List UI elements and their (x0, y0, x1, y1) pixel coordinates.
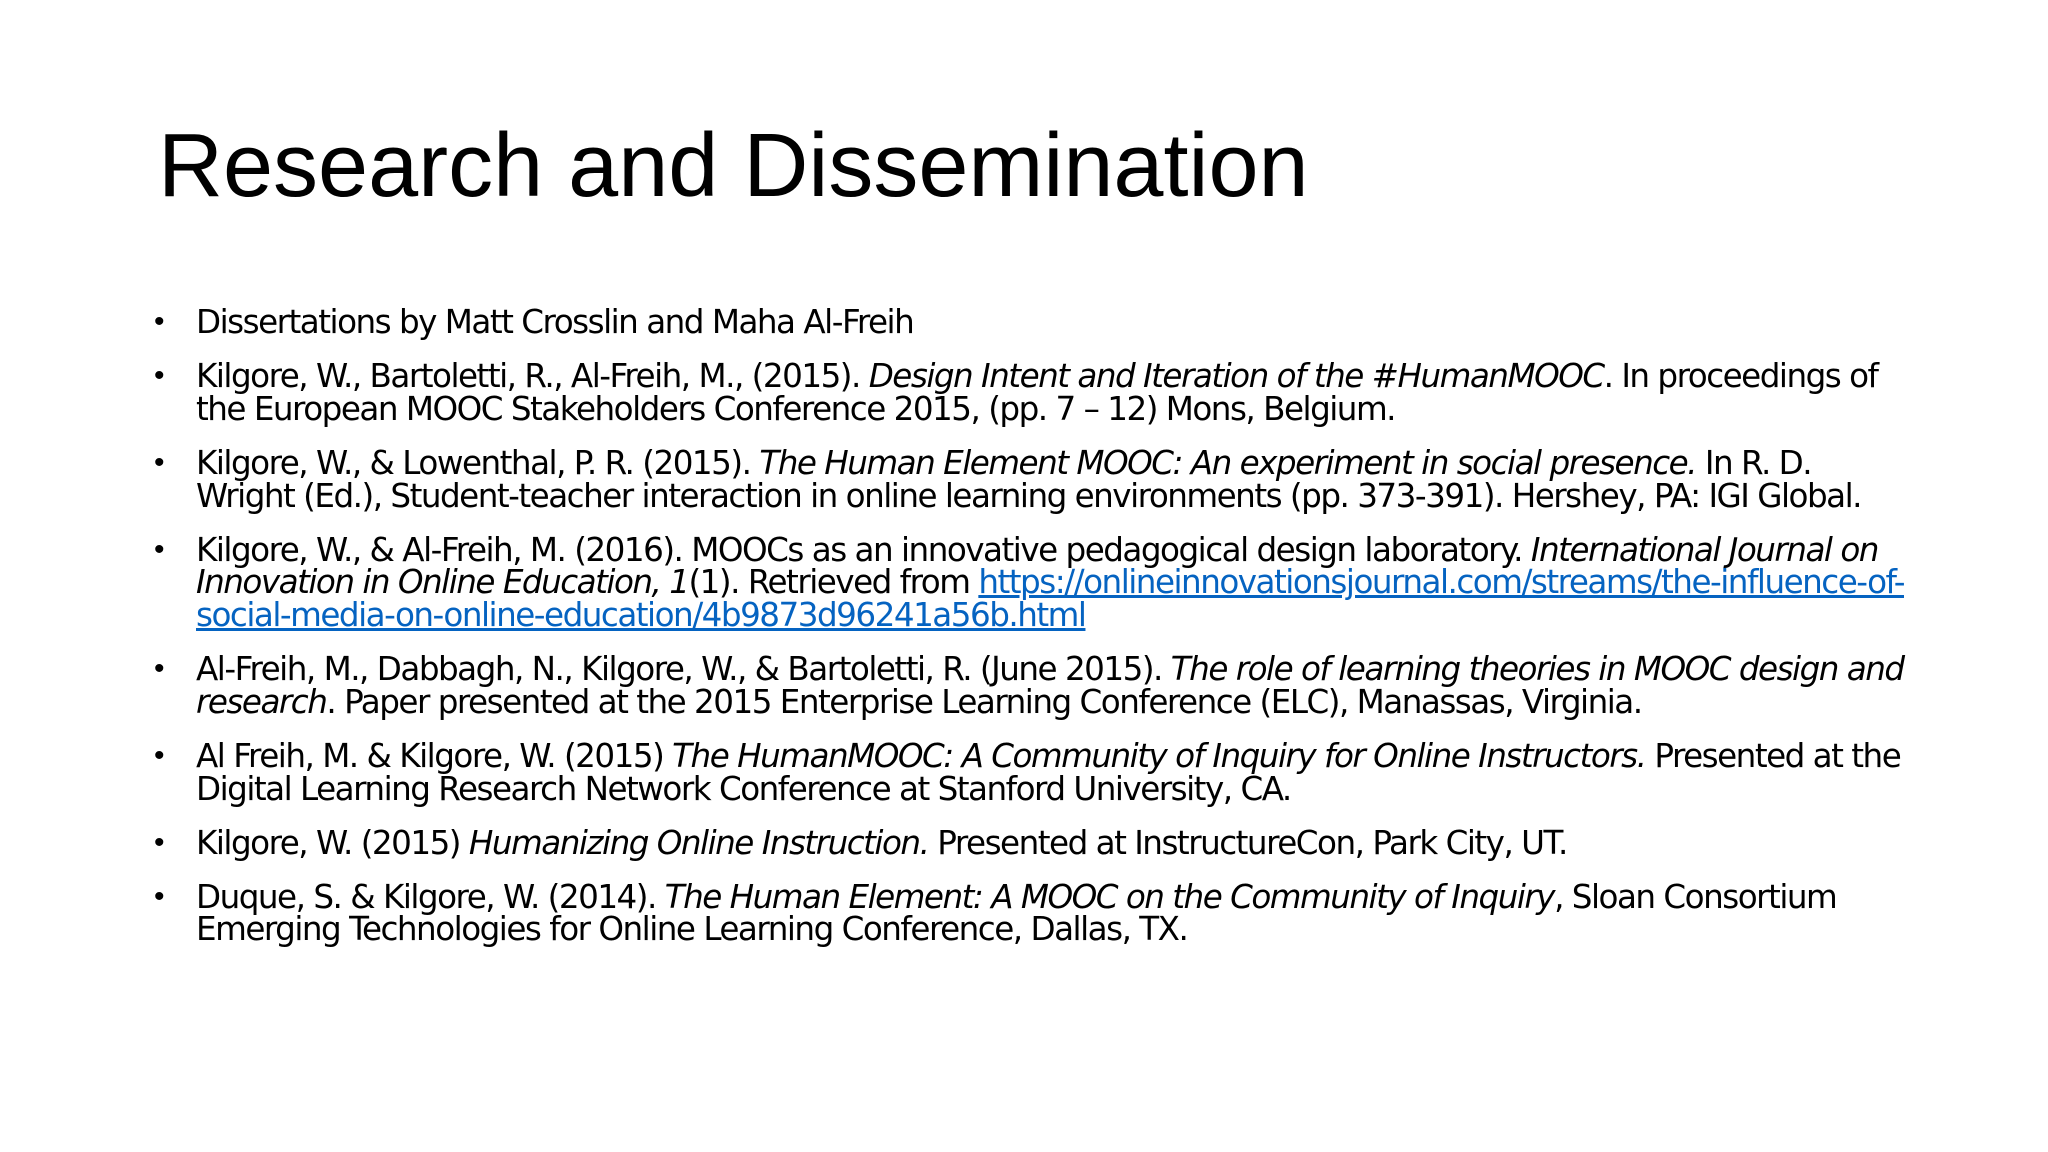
reference-source: (1). Retrieved from (688, 563, 979, 602)
reference-title-italic: The HumanMOOC: A Community of Inquiry for Online Instructors. (672, 736, 1646, 775)
reference-item-dissertations (150, 303, 1910, 341)
reference-item-human-element-mooc (150, 443, 1910, 515)
reference-text (196, 650, 1910, 721)
reference-item-community-of-inquiry-instructors (150, 736, 1910, 808)
reference-journal-italic: International Journal on Innovation in Online Education, 1 (196, 530, 1878, 602)
reference-item-humanizing-instruction (150, 823, 1910, 862)
reference-item-design-intent (150, 357, 1910, 428)
bullet-icon: • (154, 359, 165, 393)
reference-source: Presented at InstructureCon, Park City, UT. (928, 823, 1567, 862)
reference-item-learning-theories (150, 650, 1910, 721)
reference-text (196, 530, 1910, 634)
reference-source: In R. D. Wright (Ed.), Student-teacher interaction in online learning environments (pp. 373-391). Hershey, PA: IGI Global. (196, 443, 1862, 515)
bullet-icon: • (154, 445, 165, 479)
reference-title-italic: The Human Element MOOC: An experiment in social presence. (759, 443, 1697, 482)
reference-title-italic: The role of learning theories in MOOC design and research (196, 650, 1904, 721)
reference-source: . Paper presented at the 2015 Enterprise Learning Conference (ELC), Manassas, Virginia. (326, 682, 1642, 721)
bullet-icon: • (154, 738, 165, 772)
reference-authors: Kilgore, W., Bartoletti, R., Al-Freih, M., (2015). (196, 357, 869, 396)
reference-authors: Kilgore, W., & Al-Freih, M. (2016). MOOCs as an innovative pedagogical design laboratory. (196, 530, 1531, 569)
bullet-icon: • (154, 305, 165, 338)
bullet-icon: • (154, 652, 165, 686)
reference-source: . In proceedings of the European MOOC Stakeholders Conference 2015, (pp. 7 – 12) Mons, Belgium. (196, 357, 1878, 428)
reference-source: Presented at the Digital Learning Research Network Conference at Stanford University, CA. (196, 736, 1901, 808)
reference-item-moocs-laboratory (150, 530, 1910, 634)
reference-text (196, 357, 1910, 428)
reference-title-italic: Design Intent and Iteration of the #HumanMOOC (868, 357, 1604, 396)
reference-text (196, 443, 1910, 515)
bullet-icon: • (154, 879, 165, 913)
reference-text (196, 736, 1910, 808)
bullet-icon: • (154, 825, 165, 859)
reference-text (196, 877, 1910, 949)
reference-authors: Kilgore, W., & Lowenthal, P. R. (2015). (196, 443, 760, 482)
reference-title-italic: The Human Element: A MOOC on the Community of Inquiry (664, 877, 1555, 916)
reference-authors: Duque, S. & Kilgore, W. (2014). (196, 877, 665, 916)
reference-plain-text: Dissertations by Matt Crosslin and Maha Al-Freih (196, 303, 914, 341)
bullet-icon: • (154, 532, 165, 566)
reference-source: , Sloan Consortium Emerging Technologies for Online Learning Conference, Dallas, TX. (196, 877, 1837, 949)
reference-title-italic: Humanizing Online Instruction. (468, 823, 929, 862)
reference-list (150, 303, 1910, 968)
reference-text (196, 303, 1910, 341)
reference-text (196, 823, 1910, 862)
reference-url-link[interactable]: https://onlineinnovationsjournal.com/streams/the-influence-of-social-media-on-online-education/4b9873d96241a56b.html (196, 563, 1904, 634)
reference-item-human-element-inquiry (150, 877, 1910, 949)
reference-authors: Al Freih, M. & Kilgore, W. (2015) (196, 736, 673, 775)
slide-title: Research and Dissemination (158, 116, 1309, 216)
reference-authors: Al-Freih, M., Dabbagh, N., Kilgore, W., & Bartoletti, R. (June 2015). (196, 650, 1171, 689)
reference-authors: Kilgore, W. (2015) (196, 823, 469, 862)
